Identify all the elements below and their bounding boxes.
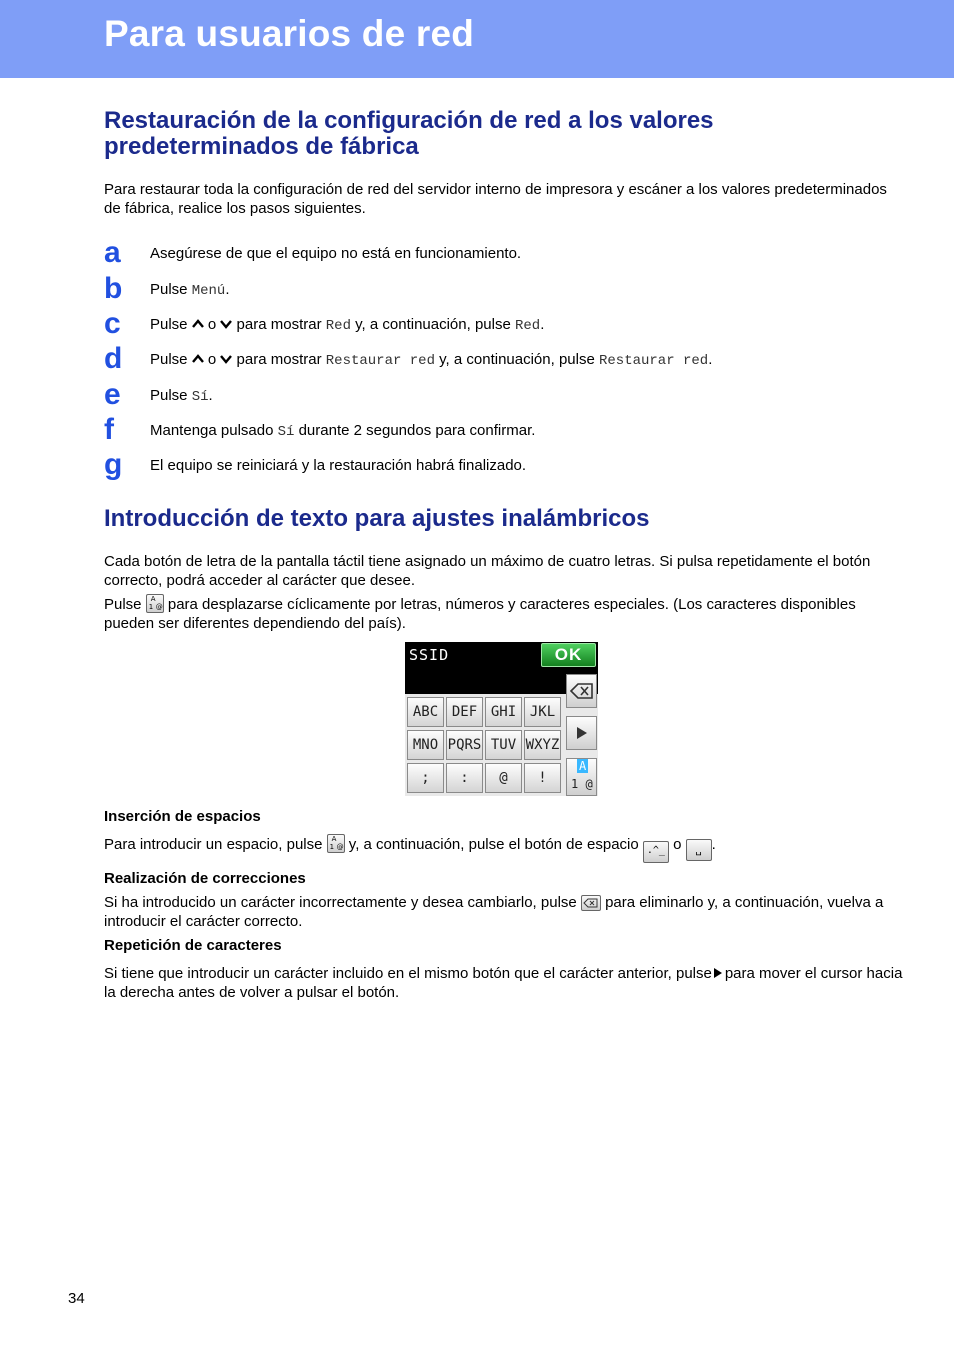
right-arrow-icon	[714, 968, 722, 978]
chevron-down-icon	[220, 353, 232, 365]
step-letter: c	[104, 307, 121, 340]
mode-letter-indicator: A	[579, 759, 587, 773]
key-tuv[interactable]: TUV	[485, 730, 522, 760]
step-g	[104, 448, 904, 486]
step-text: Pulse Sí.	[150, 387, 213, 405]
restore-intro: Para restaurar toda la configuración de red del servidor interno de impresora y escáner a los valores predeterminados de fábrica, realice los pasos siguientes.	[104, 181, 887, 217]
subheading-spaces: Inserción de espacios	[104, 808, 261, 825]
symbol-mode-icon: A 1 @	[146, 594, 164, 613]
page-banner	[0, 0, 954, 78]
chevron-up-icon	[192, 353, 204, 365]
step-c	[104, 307, 904, 345]
step-text: Mantenga pulsado Sí durante 2 segundos para confirmar.	[150, 422, 536, 440]
text-entry-intro: Cada botón de letra de la pantalla táctil tiene asignado un máximo de cuatro letras. Si pulsa repetidamente el botón correcto, podrá acceder al carácter que desee.	[104, 553, 871, 589]
step-letter: b	[104, 272, 123, 305]
banner-title: Para usuarios de red	[104, 13, 475, 54]
step-letter: g	[104, 448, 123, 481]
section-heading-text-entry: Introducción de texto para ajustes inalámbricos	[104, 505, 650, 532]
key-exclamation[interactable]: !	[524, 763, 561, 793]
key-ghi[interactable]: GHI	[485, 697, 522, 727]
step-text: El equipo se reiniciará y la restauración habrá finalizado.	[150, 457, 527, 474]
step-f	[104, 413, 904, 451]
ok-button[interactable]: OK	[541, 643, 596, 667]
cursor-right-button[interactable]	[566, 716, 597, 750]
touchscreen-illustration	[405, 642, 598, 796]
backspace-button[interactable]	[566, 674, 597, 708]
page-number: 34	[68, 1290, 85, 1307]
menu-key-label: Menú	[191, 283, 226, 299]
step-text: Pulse o para mostrar Red y, a continuación, pulse Red.	[150, 316, 545, 334]
backspace-icon	[581, 895, 601, 911]
symbol-mode-button[interactable]	[566, 758, 597, 796]
key-at[interactable]: @	[485, 763, 522, 793]
step-text: Pulse Menú.	[150, 281, 230, 299]
screen-header	[405, 642, 598, 670]
step-e	[104, 378, 904, 416]
ssid-field-label: SSID	[409, 646, 450, 664]
step-letter: f	[104, 413, 114, 446]
spaces-paragraph: Para introducir un espacio, pulse A 1 @ y, a continuación, pulse el botón de espacio .^_ o ␣ .	[104, 834, 904, 863]
step-text: Pulse o para mostrar Restaurar red y, a continuación, pulse Restaurar red.	[150, 351, 713, 369]
repeat-paragraph: Si tiene que introducir un carácter incluido en el mismo botón que el carácter anterior, pulse para mover el cursor hacia la derecha antes de volver a pulsar el botón.	[104, 965, 903, 1001]
backspace-icon	[567, 675, 596, 707]
chevron-up-icon	[192, 318, 204, 330]
subheading-corrections: Realización de correcciones	[104, 870, 306, 887]
step-b	[104, 272, 904, 310]
symbol-mode-icon: A 1 @	[327, 834, 345, 853]
key-def[interactable]: DEF	[446, 697, 483, 727]
symbol-mode-paragraph: Pulse A 1 @ para desplazarse cíclicamente por letras, números y caracteres especiales. (Los caracteres disponibles pueden ser diferentes dependiendo del país).	[104, 595, 856, 632]
right-arrow-icon	[567, 717, 596, 749]
key-colon[interactable]: :	[446, 763, 483, 793]
step-text: Asegúrese de que el equipo no está en funcionamiento.	[150, 245, 522, 262]
key-jkl[interactable]: JKL	[524, 697, 561, 727]
key-mno[interactable]: MNO	[407, 730, 444, 760]
key-semicolon[interactable]: ;	[407, 763, 444, 793]
step-letter: d	[104, 342, 123, 375]
step-a	[104, 236, 904, 274]
step-d	[104, 342, 904, 380]
corrections-paragraph: Si ha introducido un carácter incorrectamente y desea cambiarlo, pulse para eliminarlo y, a continuación, vuelva a introducir el carácter correcto.	[104, 894, 884, 930]
space-icon: .^_	[643, 841, 669, 863]
key-pqrs[interactable]: PQRS	[446, 730, 483, 760]
step-letter: a	[104, 236, 121, 269]
step-letter: e	[104, 378, 121, 411]
key-wxyz[interactable]: WXYZ	[524, 730, 561, 760]
mode-number-indicator: 1 @	[571, 777, 593, 791]
section-heading-restore: Restauración de la configuración de red a los valores predeterminados de fábrica	[104, 107, 714, 160]
subheading-repeat: Repetición de caracteres	[104, 937, 282, 954]
space-icon: ␣	[686, 839, 712, 861]
chevron-down-icon	[220, 318, 232, 330]
key-abc[interactable]: ABC	[407, 697, 444, 727]
